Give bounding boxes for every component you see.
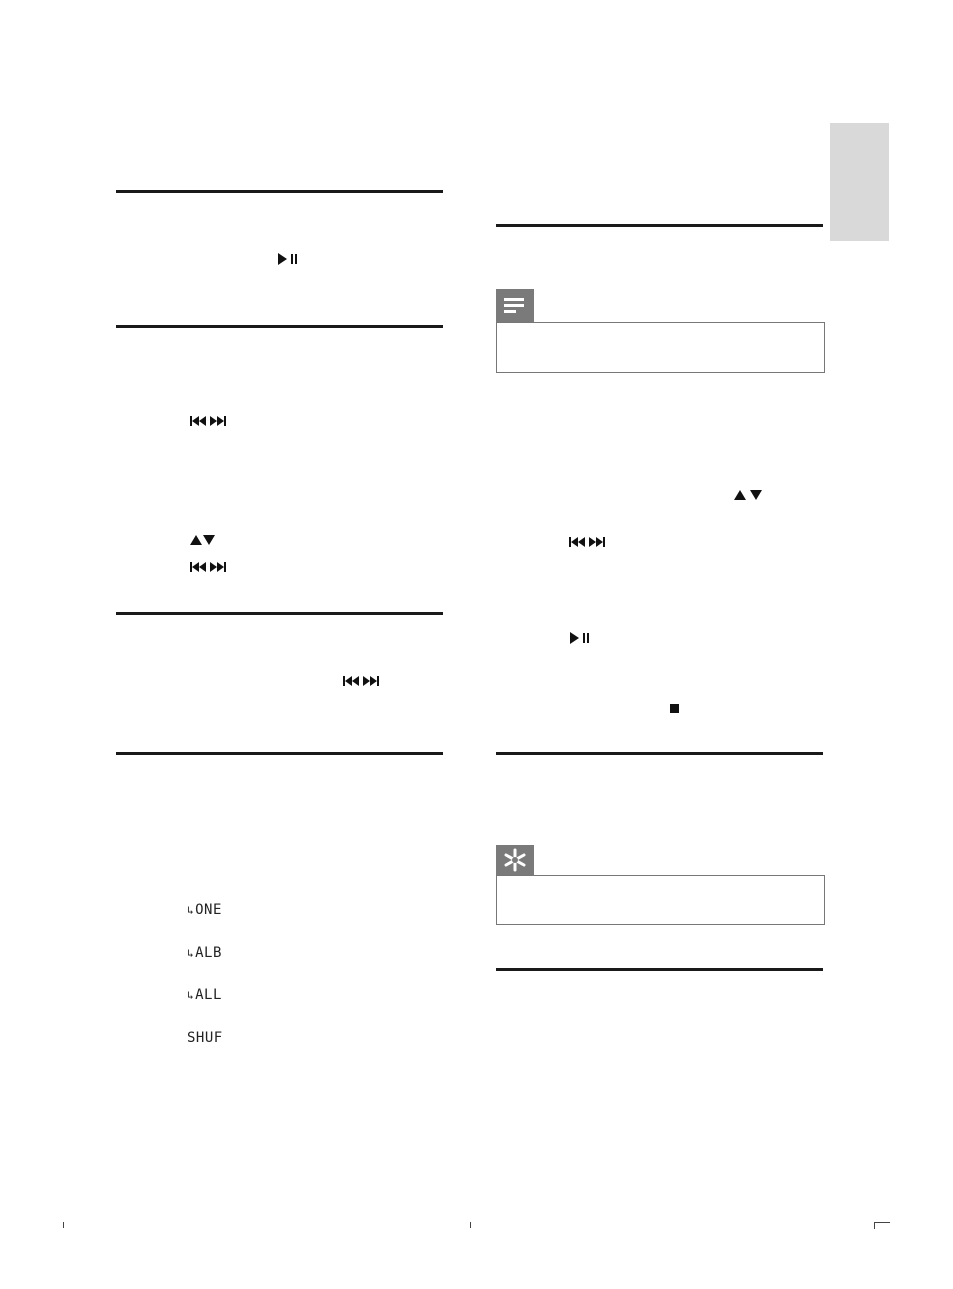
repeat-album-display: ↳ ALB (187, 945, 222, 961)
stop-icon (670, 701, 679, 715)
up-down-arrow-icon (734, 488, 762, 502)
note-icon (496, 289, 534, 322)
tip-asterisk-icon (496, 845, 534, 875)
skip-prev-next-icon (343, 674, 379, 688)
section-rule (116, 190, 443, 193)
crop-mark (470, 1222, 471, 1228)
section-rule (116, 325, 443, 328)
skip-prev-next-icon (569, 535, 605, 549)
crop-mark (874, 1222, 875, 1229)
note-box (496, 322, 825, 373)
section-rule (116, 752, 443, 755)
section-rule (496, 224, 823, 227)
section-rule (496, 968, 823, 971)
play-pause-icon (278, 252, 297, 266)
repeat-all-display: ↳ ALL (187, 987, 222, 1003)
crop-mark (874, 1222, 890, 1223)
section-rule (496, 752, 823, 755)
shuffle-display: SHUF (187, 1030, 223, 1046)
skip-prev-next-icon (190, 414, 226, 428)
section-rule (116, 612, 443, 615)
crop-mark (63, 1222, 64, 1228)
repeat-one-display: ↳ ONE (187, 902, 222, 918)
tip-box (496, 875, 825, 925)
up-down-arrow-icon (190, 533, 215, 547)
language-tab (830, 123, 889, 241)
skip-prev-next-icon (190, 560, 226, 574)
play-pause-icon (570, 631, 589, 645)
